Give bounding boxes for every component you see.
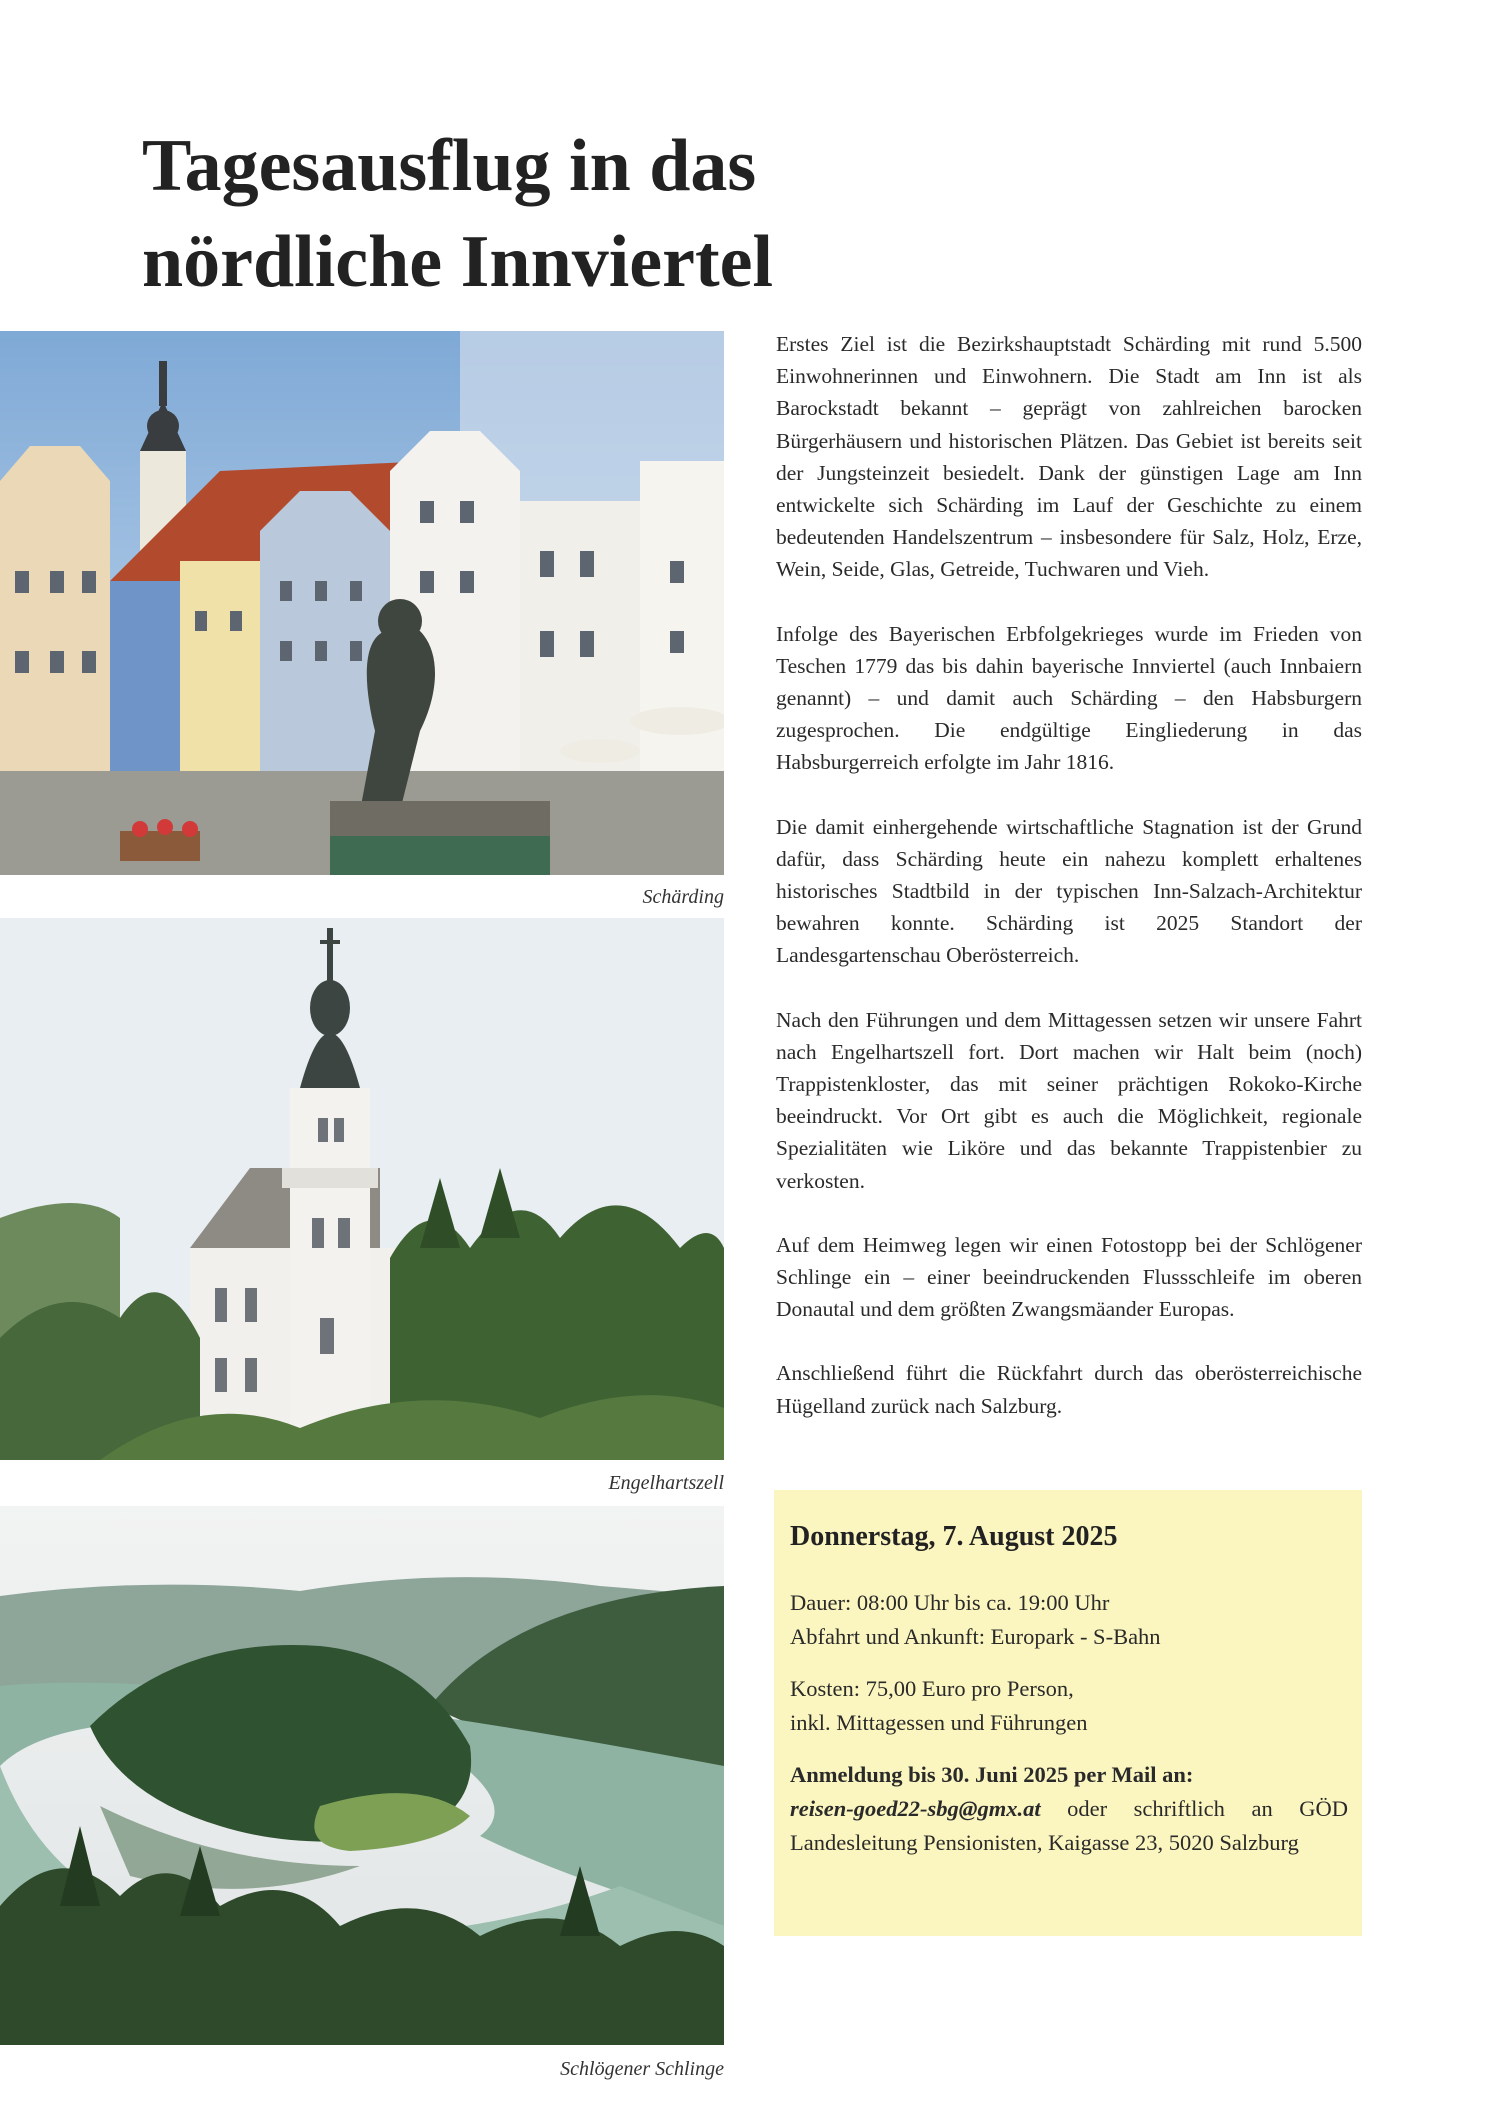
photo-caption-engelhartszell: Engelhartszell — [608, 1472, 724, 1494]
photo-schaerding — [0, 331, 724, 875]
photo-caption-schaerding: Schärding — [642, 886, 724, 908]
trip-date: Donnerstag, 7. August 2025 — [790, 1521, 1118, 1552]
trip-cost — [790, 1672, 1348, 1740]
schloegener-schlinge-illustration — [0, 1506, 724, 2045]
trip-departure: Abfahrt und Ankunft: Europark - S-Bahn — [790, 1624, 1161, 1649]
trip-schedule — [790, 1586, 1348, 1654]
schaerding-illustration — [0, 331, 724, 875]
paragraph-1: Erstes Ziel ist die Bezirkshauptstadt Schärding mit rund 5.500 Einwohnerinnen und Einwohnern. Die Stadt am Inn ist als Barockstadt bekannt – geprägt von zahlreichen barocken Bürgerhäusern und historischen Plätzen. Das Gebiet ist bereits seit der Jungsteinzeit besiedelt. Dank der günstigen Lage am Inn entwickelte sich Schärding im Lauf der Geschichte zu einem bedeutenden Handelszentrum – insbesondere für Salz, Holz, Erze, Wein, Seide, Glas, Getreide, Tuchwaren und Vieh. — [776, 332, 1362, 582]
trip-registration — [790, 1758, 1348, 1860]
trip-duration: Dauer: 08:00 Uhr bis ca. 19:00 Uhr — [790, 1590, 1110, 1615]
trip-cost-amount: Kosten: 75,00 Euro pro Person, — [790, 1676, 1074, 1701]
trip-cost-note: inkl. Mittagessen und Führungen — [790, 1710, 1088, 1735]
registration-details — [790, 1792, 1348, 1860]
engelhartszell-illustration — [0, 918, 724, 1460]
photo-engelhartszell — [0, 918, 724, 1460]
paragraph-5: Auf dem Heimweg legen wir einen Fotostopp bei der Schlögener Schlinge ein – einer beeindruckenden Flussschleife im oberen Donautal und dem größten Zwangsmäander Europas. — [776, 1232, 1362, 1322]
paragraph-2: Infolge des Bayerischen Erbfolgekrieges wurde im Frieden von Teschen 1779 das bis dahin bayerische Innviertel (auch Innbaiern genannt) – und damit auch Schärding – den Habsburgern zugesprochen. Die endgültige Eingliederung in das Habsburgerreich erfolgte im Jahr 1816. — [776, 621, 1362, 775]
article-body — [776, 328, 1362, 1454]
page-title — [142, 118, 1042, 310]
trip-info-box — [774, 1490, 1362, 1936]
title-line-2: nördliche Innviertel — [142, 221, 774, 303]
paragraph-4: Nach den Führungen und dem Mittagessen setzen wir unsere Fahrt nach Engelhartszell fort. Dort machen wir Halt beim (noch) Trappistenkloster, das mit seiner prächtigen Rokoko-Kirche beeindruckt. Vor Ort gibt es auch die Möglichkeit, regionale Spezialitäten wie Liköre und das bekannte Trappistenbier zu verkosten. — [776, 1007, 1362, 1193]
paragraph-6: Anschließend führt die Rückfahrt durch das oberösterreichische Hügelland zurück nach Salzburg. — [776, 1361, 1362, 1418]
registration-heading: Anmeldung bis 30. Juni 2025 per Mail an: — [790, 1762, 1194, 1787]
photo-caption-schloegener-schlinge: Schlögener Schlinge — [560, 2058, 724, 2080]
title-line-1: Tagesausflug in das — [142, 125, 757, 207]
registration-address: oder schriftlich an GÖD Landesleitung Pensionisten, Kaigasse 23, 5020 Salzburg — [790, 1796, 1348, 1855]
paragraph-3: Die damit einhergehende wirtschaftliche Stagnation ist der Grund dafür, dass Schärding heute ein nahezu komplett erhaltenes historisches Stadtbild in der typischen Inn-Salzach-Architektur bewahren konnte. Schärding ist 2025 Standort der Landesgartenschau Oberösterreich. — [776, 814, 1362, 968]
registration-email[interactable]: reisen-goed22-sbg@gmx.at — [790, 1796, 1041, 1821]
photo-schloegener-schlinge — [0, 1506, 724, 2045]
